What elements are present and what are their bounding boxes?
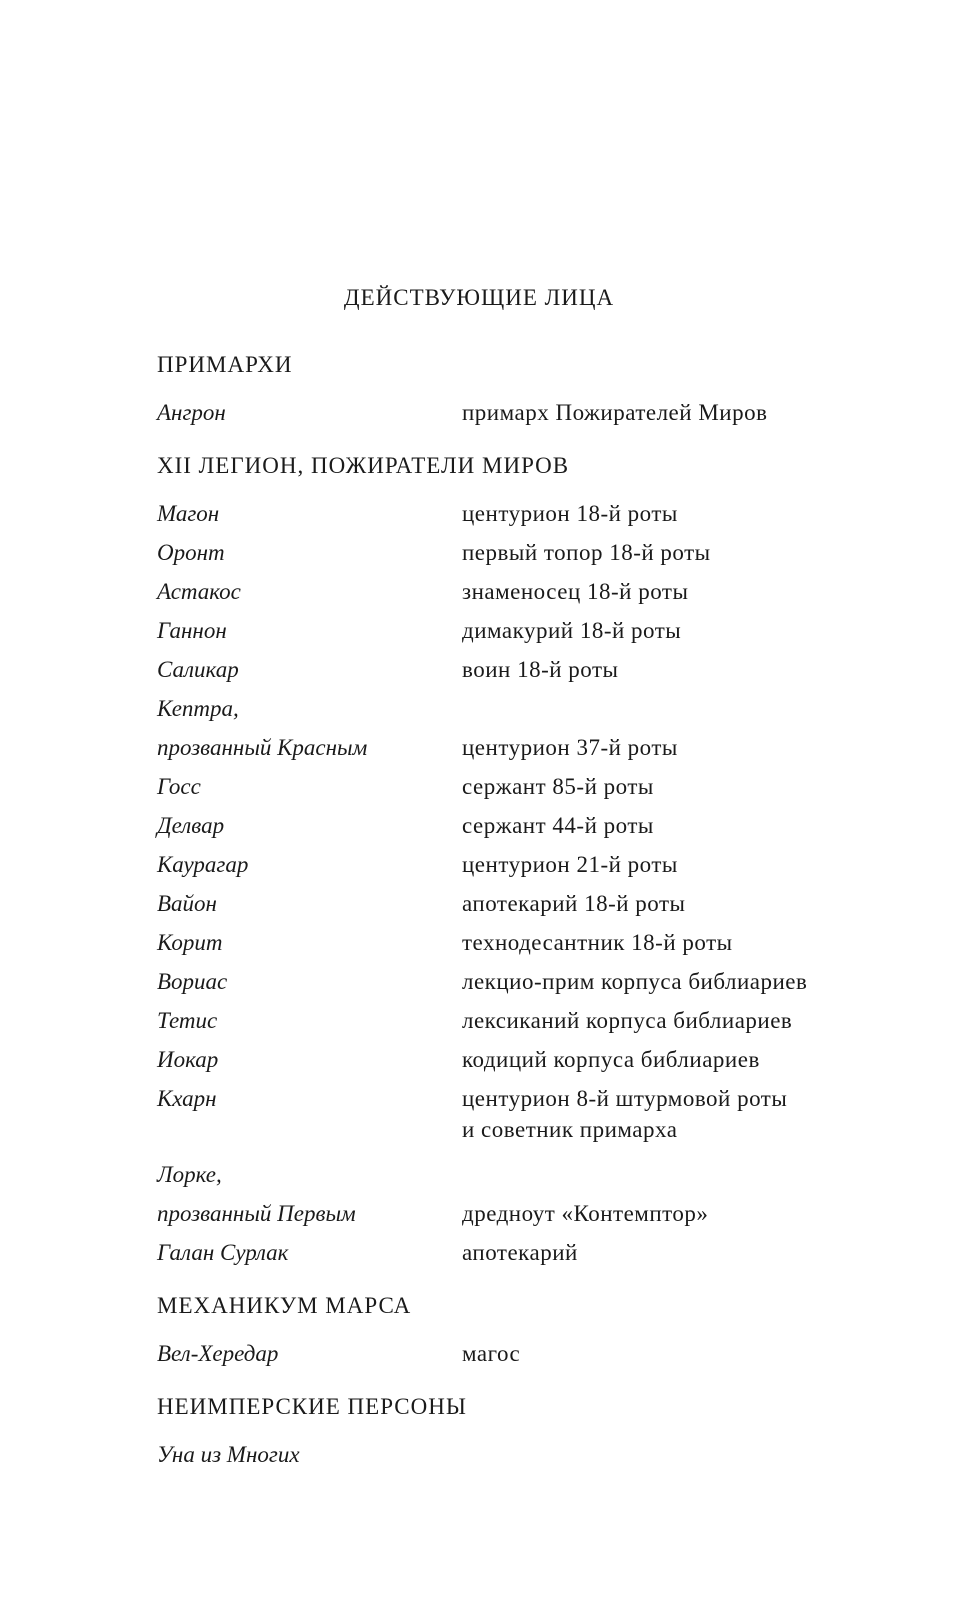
character-row: [157, 845, 917, 884]
character-role: [462, 533, 917, 572]
character-role-line: лексиканий корпуса библиариев: [462, 1008, 793, 1033]
character-name-line: Саликар: [157, 657, 239, 682]
character-role-line: сержант 44-й роты: [462, 813, 654, 838]
character-name: [157, 1083, 462, 1114]
character-role-line: магос: [462, 1341, 521, 1366]
character-name: [157, 884, 462, 923]
character-name-line: Иокар: [157, 1047, 219, 1072]
character-name: [157, 689, 462, 767]
character-row: [157, 533, 917, 572]
section-rows: [157, 1435, 917, 1474]
character-role-line: воин 18-й роты: [462, 657, 619, 682]
character-name: [157, 1001, 462, 1040]
character-role: [462, 1334, 917, 1373]
character-role: [462, 728, 917, 767]
character-name: [157, 1233, 462, 1272]
character-name: [157, 533, 462, 572]
character-role: [462, 650, 917, 689]
character-name-line: Корит: [157, 930, 223, 955]
section-rows: [157, 494, 917, 1272]
character-row: [157, 884, 917, 923]
character-role: [462, 806, 917, 845]
character-name: [157, 845, 462, 884]
dramatis-personae-list: [157, 345, 917, 1474]
character-name: [157, 611, 462, 650]
character-row: [157, 1040, 917, 1079]
character-role: [462, 1233, 917, 1272]
character-name-line: Тетис: [157, 1008, 218, 1033]
character-role-line: и советник примарха: [462, 1117, 678, 1142]
character-row: [157, 393, 917, 432]
character-name-line: Оронт: [157, 540, 225, 565]
character-name-line: Магон: [157, 501, 220, 526]
character-name: [157, 393, 462, 432]
character-name-line: прозванный Красным: [157, 735, 368, 760]
character-role-line: апотекарий 18-й роты: [462, 891, 686, 916]
character-role-line: примарх Пожирателей Миров: [462, 400, 768, 425]
character-role-line: центурион 21-й роты: [462, 852, 678, 877]
character-name: [157, 1435, 462, 1474]
character-row: [157, 806, 917, 845]
section-heading: НЕИМПЕРСКИЕ ПЕРСОНЫ: [157, 1394, 467, 1419]
character-row: [157, 1001, 917, 1040]
character-name-line: Астакос: [157, 579, 241, 604]
character-name-line: Вайон: [157, 891, 217, 916]
character-role: [462, 767, 917, 806]
character-role-line: первый топор 18-й роты: [462, 540, 711, 565]
character-name: [157, 572, 462, 611]
section-rows: [157, 1334, 917, 1373]
character-row: [157, 962, 917, 1001]
character-role-line: центурион 37-й роты: [462, 735, 678, 760]
character-name: [157, 494, 462, 533]
character-name-line: Галан Сурлак: [157, 1240, 289, 1265]
section-heading: ПРИМАРХИ: [157, 352, 293, 377]
character-role: [462, 923, 917, 962]
character-name: [157, 806, 462, 845]
character-role: [462, 611, 917, 650]
character-role-line: апотекарий: [462, 1240, 578, 1265]
character-role-line: знаменосец 18-й роты: [462, 579, 689, 604]
character-row: [157, 1233, 917, 1272]
character-row: [157, 689, 917, 767]
character-name: [157, 1040, 462, 1079]
character-row: [157, 767, 917, 806]
section-rows: [157, 393, 917, 432]
character-name-line: Кептра,: [157, 696, 239, 721]
character-row: [157, 1334, 917, 1373]
character-name: [157, 767, 462, 806]
character-role: [462, 572, 917, 611]
character-role: [462, 845, 917, 884]
character-name-line: Ангрон: [157, 400, 226, 425]
character-name: [157, 650, 462, 689]
character-row: [157, 1155, 917, 1233]
character-name-line: прозванный Первым: [157, 1201, 356, 1226]
character-role: [462, 884, 917, 923]
character-role: [462, 1194, 917, 1233]
character-role-line: сержант 85-й роты: [462, 774, 654, 799]
section-heading: МЕХАНИКУМ МАРСА: [157, 1293, 412, 1318]
character-name-line: Уна из Многих: [157, 1442, 300, 1467]
character-name: [157, 962, 462, 1001]
character-role-line: дредноут «Контемптор»: [462, 1201, 709, 1226]
character-role-line: кодиций корпуса библиариев: [462, 1047, 760, 1072]
character-row: [157, 572, 917, 611]
character-role-line: димакурий 18-й роты: [462, 618, 682, 643]
page-title: ДЕЙСТВУЮЩИЕ ЛИЦА: [343, 285, 615, 310]
character-name: [157, 923, 462, 962]
character-role-line: технодесантник 18-й роты: [462, 930, 733, 955]
character-name-line: Делвар: [157, 813, 225, 838]
character-name-line: Госс: [157, 774, 201, 799]
character-role: [462, 962, 917, 1001]
character-row: [157, 1435, 917, 1474]
character-role-line: лекцио-прим корпуса библиариев: [462, 969, 808, 994]
character-row: [157, 494, 917, 533]
character-row: [157, 650, 917, 689]
character-row: [157, 923, 917, 962]
character-role: [462, 494, 917, 533]
character-name: [157, 1155, 462, 1233]
character-role: [462, 1040, 917, 1079]
character-name-line: Каурагар: [157, 852, 249, 877]
character-row: [157, 1079, 917, 1155]
character-name-line: Вел-Хередар: [157, 1341, 279, 1366]
character-role: [462, 1001, 917, 1040]
character-name-line: Вориас: [157, 969, 228, 994]
character-name-line: Лорке,: [157, 1162, 222, 1187]
character-row: [157, 611, 917, 650]
character-role-line: центурион 8-й штурмовой роты: [462, 1086, 788, 1111]
character-role: [462, 1083, 917, 1145]
character-role: [462, 393, 917, 432]
character-name-line: Ганнон: [157, 618, 227, 643]
character-role-line: центурион 18-й роты: [462, 501, 678, 526]
character-name: [157, 1334, 462, 1373]
section-heading: XII ЛЕГИОН, ПОЖИРАТЕЛИ МИРОВ: [157, 453, 570, 478]
character-name-line: Кхарн: [157, 1086, 217, 1111]
